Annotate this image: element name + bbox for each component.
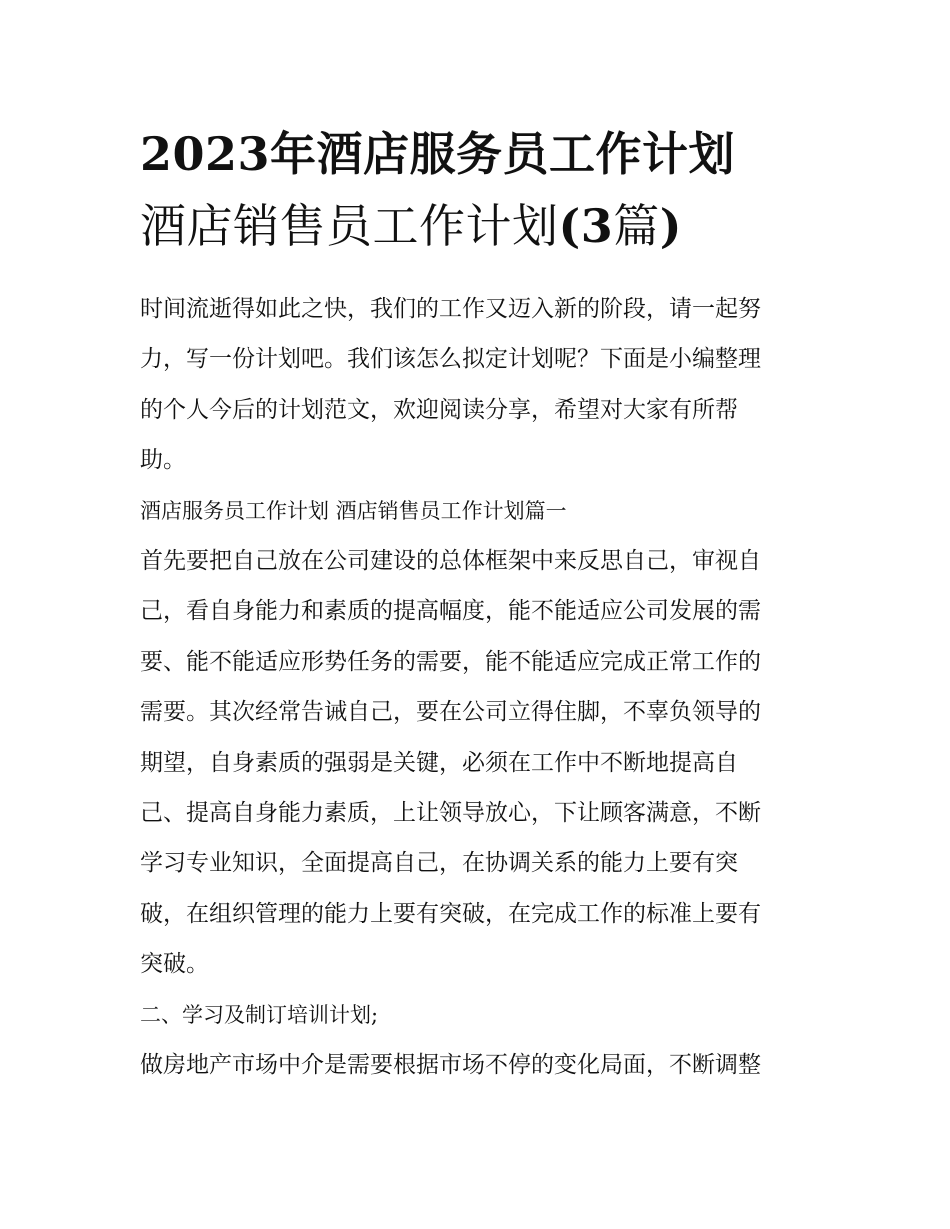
intro-paragraph [140, 284, 820, 486]
section-line: 己，看自身能力和素质的提高幅度，能不能适应公司发展的需 [140, 598, 761, 625]
section-paragraph [140, 536, 820, 990]
title-line-2-text: 酒店销售员工作计划 [140, 199, 559, 253]
document-title [140, 118, 820, 262]
intro-line: 力，写一份计划吧。我们该怎么拟定计划呢？下面是小编整理 [140, 346, 761, 373]
title-line-1: 2023年酒店服务员工作计划 [140, 127, 736, 181]
intro-line: 的个人今后的计划范文，欢迎阅读分享，希望对大家有所帮 [140, 396, 738, 423]
section-heading-text: 酒店服务员工作计划 酒店销售员工作计划篇一 [140, 498, 567, 523]
document-body [140, 284, 820, 1091]
section-heading [140, 486, 820, 536]
section-line: 需要。其次经常告诫自己，要在公司立得住脚，不辜负领导的 [140, 699, 761, 726]
continuation-paragraph [140, 1040, 820, 1090]
section-line: 首先要把自己放在公司建设的总体框架中来反思自己，审视自 [140, 548, 761, 575]
section-line: 期望，自身素质的强弱是关键，必须在工作中不断地提高自 [140, 749, 738, 776]
section-line: 要、能不能适应形势任务的需要，能不能适应完成正常工作的 [140, 648, 761, 675]
section-line: 己、提高自身能力素质，上让领导放心，下让顾客满意，不断 [140, 800, 761, 827]
intro-line: 时间流逝得如此之快，我们的工作又迈入新的阶段，请一起努 [140, 296, 761, 322]
intro-line: 助。 [140, 447, 186, 474]
section-line: 学习专业知识，全面提高自己，在协调关系的能力上要有突 [140, 850, 738, 877]
subheading [140, 990, 820, 1040]
continuation-line: 做房地产市场中介是需要根据市场不停的变化局面，不断调整 [140, 1052, 761, 1079]
section-line: 破，在组织管理的能力上要有突破，在完成工作的标准上要有 [140, 900, 761, 927]
section-line: 突破。 [140, 951, 209, 978]
subheading-text: 二、学习及制订培训计划; [140, 1002, 379, 1027]
document-page [140, 118, 820, 1091]
title-line-2 [140, 190, 820, 262]
title-line-2-count: (3 [558, 199, 614, 253]
title-line-2-close: ) [659, 199, 683, 253]
title-line-2-unit: 篇 [613, 199, 660, 253]
